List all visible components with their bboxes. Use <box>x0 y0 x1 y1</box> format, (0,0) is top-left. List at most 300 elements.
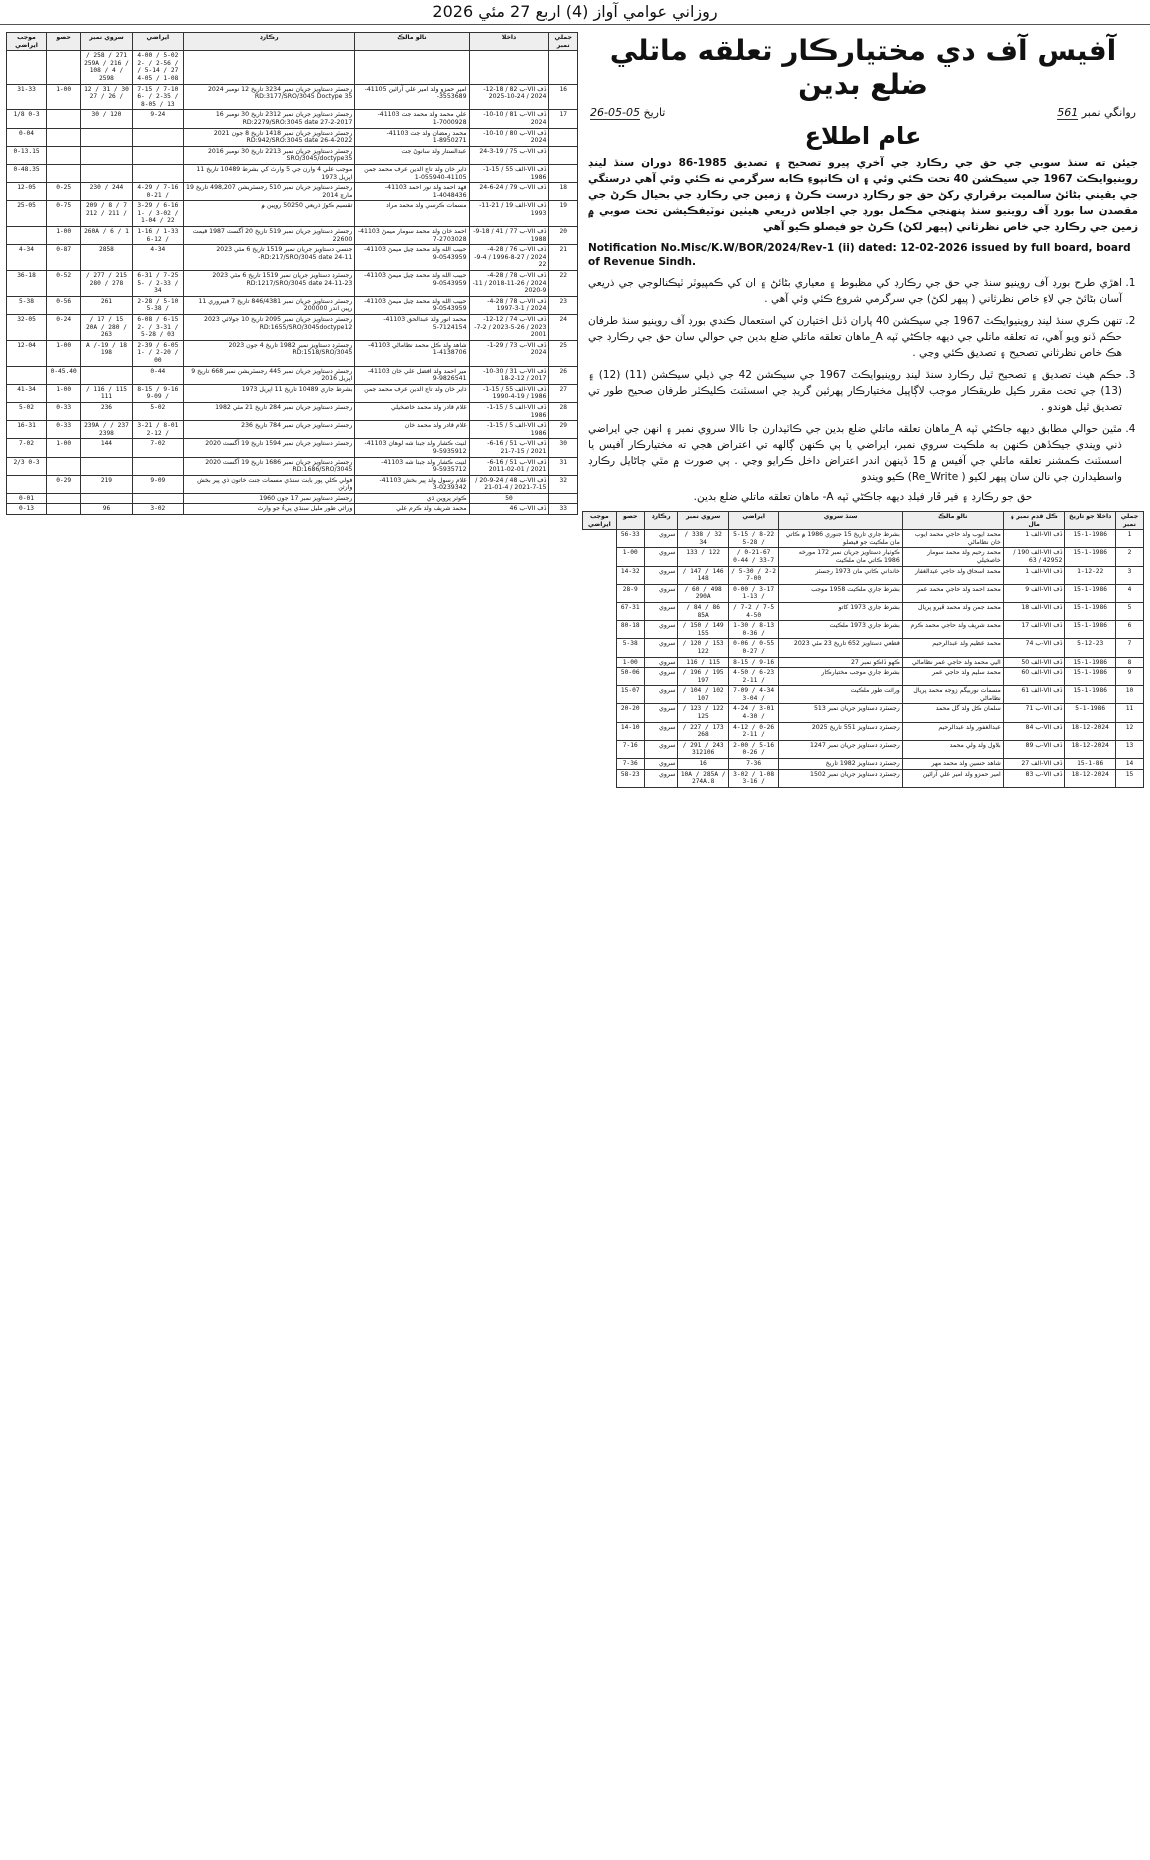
notice-points <box>582 275 1144 485</box>
cell-owner-name: غلام رسول ولد پير بخش 41103-0239342-3 <box>355 475 469 493</box>
cell-serial: 30 <box>549 439 578 457</box>
cell-owner-name: غلام قادر ولد محمد خان <box>355 421 469 439</box>
right-record-table <box>582 511 1144 788</box>
cell-share <box>47 51 81 84</box>
cell-area: 3-02 <box>132 504 183 515</box>
cell-owner-name: مسمات نوربيگم زوجه محمد پريال نظاماڻي <box>902 686 1003 704</box>
cell-share: 1-00 <box>47 439 81 457</box>
table-row <box>583 657 1144 668</box>
cell-survey-number: 149 / 150 / 155 <box>678 621 728 639</box>
cell-share <box>47 164 81 182</box>
cell-area <box>132 146 183 164</box>
cell-record-source: وراثت طور ملڪيت <box>779 686 902 704</box>
cell-record-source: بشرط جاري موجب مختيارڪار <box>779 668 902 686</box>
cell-survey-number: 498 / 60 / 290A <box>678 584 728 602</box>
cell-total-area <box>7 227 47 245</box>
cell-record-source: رجسٽر دستاويز جريان نمبر 846/4381 تاريخ 7 فيبروري 11 رپين اندر 200000 <box>184 296 355 314</box>
cell-survey-number: 16 <box>678 759 728 770</box>
cell-share: 0-52 <box>47 271 81 297</box>
cell-ledger-ref: ڏف VII-ب 71 <box>1003 704 1065 722</box>
cell-record-source: رجسٽر دستاويز جريان نمبر 445 رجسٽريشن نمبر 668 تاريخ 9 اپريل 2016 <box>184 366 355 384</box>
cell-owner-name: محمد شريف ولد ڪرم علي <box>355 504 469 515</box>
cell-serial: 13 <box>1115 740 1143 758</box>
cell-owner-name: ڪوثر پروين ڌي <box>355 493 469 504</box>
cell-total-area: 5-38 <box>7 296 47 314</box>
cell-ledger-ref: ڏف VII-ب 74 <box>1003 639 1065 657</box>
cell-total-area <box>7 51 47 84</box>
cell-serial: 17 <box>549 110 578 128</box>
cell-survey-number: 261 <box>81 296 132 314</box>
cell-area: 4-34 <box>132 245 183 271</box>
table-row <box>583 740 1144 758</box>
cell-serial: 14 <box>1115 759 1143 770</box>
cell-entry-date: 15-1-1986 <box>1065 668 1115 686</box>
cell-entry-ref: ڏف VII-ب 51 / 16-6-2021 / 01-02-2011 <box>469 457 549 475</box>
cell-serial: 1 <box>1115 530 1143 548</box>
cell-total-area: 32-05 <box>7 315 47 341</box>
cell-record: سروي <box>644 722 678 740</box>
cell-serial <box>549 164 578 182</box>
cell-area: 6-16 / 3-29 / 3-02 / 1-22 / 1-04 <box>132 201 183 227</box>
table-row <box>583 530 1144 548</box>
column-header-ledger-ref: ڪل قدم نمبر ۽ مال <box>1003 512 1065 530</box>
cell-serial: 2 <box>1115 548 1143 566</box>
cell-survey-number: 96 <box>81 504 132 515</box>
cell-area: 9-09 <box>132 475 183 493</box>
cell-survey-number <box>81 493 132 504</box>
column-header-area: ايراضي <box>728 512 778 530</box>
table-row <box>7 128 578 146</box>
cell-ledger-ref: ڏف VII-ب 89 <box>1003 740 1065 758</box>
cell-survey-number: 243 / 291 / 312106 <box>678 740 728 758</box>
table-row <box>7 384 578 402</box>
cell-share <box>47 146 81 164</box>
cell-share: 1-00 <box>616 548 644 566</box>
cell-survey-number: 173 / 227 / 268 <box>678 722 728 740</box>
cell-entry-ref: ڏف VII-ب 51 / 16-6-2021 / 15-7-21 <box>469 439 549 457</box>
cell-area: 5-16 / 2-00 / 0-26 <box>728 740 778 758</box>
cell-serial: 27 <box>549 384 578 402</box>
cell-area: 6-23 / 4-50 / 2-11 <box>728 668 778 686</box>
cell-owner-name: مسمات ڪرسي ولد محمد مراد <box>355 201 469 227</box>
cell-total-area: 31-33 <box>7 84 47 110</box>
cell-record: سروي <box>644 530 678 548</box>
cell-record-source: رجسٽر دستاويز جريان نمبر 1686 تاريخ 19 آگسٽ 2020 RD:1686/SRO/3045 <box>184 457 355 475</box>
continuation-column <box>6 32 578 1852</box>
table-row <box>583 584 1144 602</box>
cell-serial: 10 <box>1115 686 1143 704</box>
table-row <box>583 602 1144 620</box>
cell-ledger-ref: ڏف VII-الف 27 <box>1003 759 1065 770</box>
cell-entry-ref: ڏف VII-الف 5 / 15-1-1986 <box>469 421 549 439</box>
masthead-text: روزاني عوامي آواز (4) اربع 27 مئي 2026 <box>432 2 718 21</box>
column-header-serial: جملي نمبر <box>1115 512 1143 530</box>
cell-serial: 11 <box>1115 704 1143 722</box>
table-row <box>7 366 578 384</box>
cell-share <box>47 128 81 146</box>
cell-area: 0-26 / 4-12 / 2-11 <box>728 722 778 740</box>
table-row <box>583 704 1144 722</box>
table-row <box>583 621 1144 639</box>
cell-record-source: رجسٽرڊ دستاويز 1982 تاريخ <box>779 759 902 770</box>
cell-record-source: بشرط جاري ملڪيت 1958 موجب <box>779 584 902 602</box>
column-header-entry-date: داخلا جو تاريخ <box>1065 512 1115 530</box>
cell-share: 0-29 <box>47 475 81 493</box>
cell-share: 56-33 <box>616 530 644 548</box>
cell-share: 7-36 <box>616 759 644 770</box>
cell-survey-number: 1 / 260A / 6 <box>81 227 132 245</box>
table-row <box>583 759 1144 770</box>
cell-survey-number: 10A / 285A / 274A.8 <box>678 769 728 787</box>
column-header-record-source: سنڌ سروي <box>779 512 902 530</box>
table-row <box>7 84 578 110</box>
cell-survey-number: 271 / 258 / 259A / 216 / 108 / 4 / 2598 <box>81 51 132 84</box>
notice-closing: حق جو رڪارڊ ۽ فير ڦار فيلڊ ديهه جاڪڻي ٽپه A- ماهان تعلقه ماتلي ضلع بدين. <box>693 491 1033 503</box>
cell-share: 0-25 <box>47 183 81 201</box>
cell-owner-name: حبيب الله ولد محمد چيل ميمڻ 41103-0543959-9 <box>355 271 469 297</box>
cell-record-source: رجسٽرڊ دستاويز جريان نمبر 513 <box>779 704 902 722</box>
cell-entry-ref: ڏف VII-ب 79 / 24-6-24 <box>469 183 549 201</box>
cell-entry-ref: ڏف VII-ب 80 / 10-10-2024 <box>469 128 549 146</box>
cell-serial: 12 <box>1115 722 1143 740</box>
cell-record: سروي <box>644 668 678 686</box>
cell-serial: 28 <box>549 402 578 420</box>
table-row <box>7 457 578 475</box>
table-row <box>7 475 578 493</box>
cell-record-source: رجسٽر دستاويز جريان نمبر 519 تاريخ 20 آگسٽ 1987 قيمت 22600 <box>184 227 355 245</box>
cell-survey-number: 219 <box>81 475 132 493</box>
cell-serial <box>549 51 578 84</box>
cell-owner-name: عبدالغفور ولد عبدالرحيم <box>902 722 1003 740</box>
cell-record-source: ڪهو ڏاڪو نمبر 27 <box>779 657 902 668</box>
cell-serial: 5 <box>1115 602 1143 620</box>
cell-share: 0-24 <box>47 315 81 341</box>
cell-entry-ref: ڏف VII-ب 46 <box>469 504 549 515</box>
cell-record-source: رجسٽرڊ دستاويز نمبر 1982 تاريخ 4 جون 2023 RD:1518/SRO/3045 <box>184 340 355 366</box>
cell-share: 1-00 <box>47 84 81 110</box>
cell-record-source: قطعي دستاويز 652 تاريخ 23 مئي 2023 <box>779 639 902 657</box>
cell-share: 14-10 <box>616 722 644 740</box>
column-header-entry-ref: داخلا <box>469 33 549 51</box>
table-row <box>7 201 578 227</box>
cell-survey-number: 215 / 277 / 278 / 280 <box>81 271 132 297</box>
cell-survey-number: 15 / 17 / 20A / 280 / 263 <box>81 315 132 341</box>
cell-owner-name: سلمان ڪل ولد گل محمد <box>902 704 1003 722</box>
cell-entry-date: 18-12-2024 <box>1065 769 1115 787</box>
right-table-body <box>583 530 1144 788</box>
table-row <box>583 722 1144 740</box>
cell-owner-name: حبيب الله ولد محمد چيل ميمڻ 41103-0543959-9 <box>355 296 469 314</box>
cell-total-area: 0-3 1/8 <box>7 110 47 128</box>
cell-survey-number: 120 / 30 <box>81 110 132 128</box>
cell-record-source: بشرط جاري 1973 ملڪيت <box>779 621 902 639</box>
cell-serial: 6 <box>1115 621 1143 639</box>
cell-total-area: 4-34 <box>7 245 47 271</box>
table-row <box>7 504 578 515</box>
cell-entry-ref: ڏف VII-ب 48 / 24-9-20 / 15-7-2021 / 4-01-21 <box>469 475 549 493</box>
table-row <box>7 493 578 504</box>
cell-owner-name: محمد رحيم ولد محمد سومار خاصخيلي <box>902 548 1003 566</box>
cell-area <box>132 128 183 146</box>
cell-area: 8-01 / 3-21 / 2-12 <box>132 421 183 439</box>
cell-owner-name: اليي محمد ولد حاجي عمر نظاماڻي <box>902 657 1003 668</box>
cell-survey-number: 7 / 8 / 209 / 211 / 212 <box>81 201 132 227</box>
cell-share: 0-45.40 <box>47 366 81 384</box>
cell-survey-number <box>81 146 132 164</box>
cell-record-source: رجسٽر دستاويز جريان نمبر 2095 تاريخ 10 جولائي 2023 RD:1655/SRO/3045doctype12 <box>184 315 355 341</box>
table-row <box>7 51 578 84</box>
notice-point: 1. اهڙي طرح بورڊ آف روينيو سنڌ جي حق جي رڪارڊ کي مظبوط ۽ معياري بڻائڻ ۽ ان کي ڪمپيوٽر ٽيڪنالوجي جي ذريعي آسان بڻائڻ جي لاءِ خاص نظرثاني ( پيهر لکڻ) جي سرگرمي شروع ڪئي وئي آهي . <box>588 275 1122 307</box>
cell-record-source: رجسٽرڊ دستاويز جريان نمبر 1502 <box>779 769 902 787</box>
cell-survey-number: 144 <box>81 439 132 457</box>
notice-subtitle: عام اطلاع <box>804 122 922 150</box>
cell-owner-name: احمد خان ولد محمد سومار ميمڻ 41103-2703028-7 <box>355 227 469 245</box>
table-row <box>7 245 578 271</box>
cell-serial: 7 <box>1115 639 1143 657</box>
cell-owner-name: مير احمد ولد افضل علي خان 41103-9826541-9 <box>355 366 469 384</box>
column-header-total-area: موجب ايراضي <box>583 512 617 530</box>
cell-area: 0-44 <box>132 366 183 384</box>
cell-record: سروي <box>644 584 678 602</box>
cell-record-source: فولي ڪلي پور بابت سنڌي مسمات جنت خاتون ذي پير بخش وارثن <box>184 475 355 493</box>
cell-record-source: رجسٽر دستاويز جريان نمبر 3234 تاريخ 12 نومبر 2024 RD:3177/SRO/3045 Doctype 35 <box>184 84 355 110</box>
cell-area: 2-2 / 5-30 / 7-00 <box>728 566 778 584</box>
notice-point: 3. حڪم هيٺ تصديق ۽ تصحيح ٿيل رڪارڊ سنڌ لينڊ روينيوايڪٽ 1967 جي سيڪشن 42 جي ذيلي سيڪشن (11) (12) ۽ (13) جي تحت مقرر ڪيل طريقڪار موجب لاڳاپيل مختيارڪار پهرئين گريڊ جي اسسٽنٽ ڪليڪٽر طرفان صحيح طور تي تصديق ٿيل هوندو . <box>588 367 1122 415</box>
cell-ledger-ref: ڏف VII-ب 84 <box>1003 722 1065 740</box>
cell-entry-ref: ڏف VII-الف 5 / 15-1-1986 <box>469 402 549 420</box>
cell-total-area: 0-48.35 <box>7 164 47 182</box>
cell-area: 5-10 / 2-28 / 5-38 <box>132 296 183 314</box>
notice-meta <box>582 106 1144 119</box>
cell-record-source: رجسٽر دستاويز جريان نمبر 1418 تاريخ 8 جون 2021 RD:942/SRO:3045 date 26-4-2022 <box>184 128 355 146</box>
cell-survey-number: 195 / 196 / 197 <box>678 668 728 686</box>
ref-value: 561 <box>1057 106 1079 119</box>
cell-entry-ref: ڏف VII-ب 78 / 28-4-2024 / 1-3-1997 <box>469 296 549 314</box>
cell-area: 1-08 / 3-02 / 3-16 <box>728 769 778 787</box>
left-record-table <box>6 32 578 515</box>
notice-point: 4. مٿين حوالي مطابق ديهه جاڪڻي ٽپه A_ماهان تعلقه ماتلي ضلع بدين جي ڪاٽيدارن جا ناالا سروي نمبر ۽ انهن جي ايراضي ذني ويندي جيڪڏهن ڪنهن به ملڪيت سروي نمبر، ايراضي يا ٻي ڪنهن ڳالهه تي اعتراض هجي ته مختيارڪار آفيس يا اسسٽنٽ ڪمشنر تعلقه ماتلي جي آفيس ۾ 15 ڏينهن اندر اعتراض داخل ڪرايو وڃي . ٻي صورت ۾ مٿي ڄاڻايل رڪارڊ واسطيدارن جي نالن سان پيهر لکيو ( Re_Write) ڪيو ويندو <box>588 421 1122 485</box>
cell-area <box>132 457 183 475</box>
cell-record-source: رجسٽرڊ دستاويز جريان نمبر 1519 تاريخ 6 مئي 2023 RD:1217/SRO/3045 date 24-11-23 <box>184 271 355 297</box>
cell-entry-ref: ڏف VII-ب 78 / 28-4-2024 / 26-11-2018 / 11-9-2020 <box>469 271 549 297</box>
cell-survey-number: 86 / 84 / 85A <box>678 602 728 620</box>
cell-serial: 15 <box>1115 769 1143 787</box>
table-row <box>7 340 578 366</box>
cell-entry-ref: ڏف VII-ب 77 / 41 / 18-9-1988 <box>469 227 549 245</box>
cell-survey-number: 236 <box>81 402 132 420</box>
cell-record-source: بشرط جاري 10489 تاريخ 11 اپريل 1973 <box>184 384 355 402</box>
cell-record-source: جنسي دستاويز جريان نمبر 1519 تاريخ 6 مئي 2023 RD:217/SRO/3045 date 24-11- <box>184 245 355 271</box>
cell-owner-name: لنيت ڪشار ولد جبنا شه 41103-5935712-9 <box>355 457 469 475</box>
cell-owner-name: ذاير خان ولد تاج الدين عرف محمد جمن 41105-055940-1 <box>355 164 469 182</box>
cell-serial: 33 <box>549 504 578 515</box>
cell-owner-name: شاهد حسين ولد محمد مهر <box>902 759 1003 770</box>
cell-owner-name: محمد عظيم ولد عبدالرحيم <box>902 639 1003 657</box>
cell-record: سروي <box>644 548 678 566</box>
cell-ledger-ref: ڏف VII-الف 61 <box>1003 686 1065 704</box>
cell-serial: 19 <box>549 201 578 227</box>
cell-area: 6-15 / 6-08 / 3-31 / 2-03 / 5-28 <box>132 315 183 341</box>
cell-ledger-ref: ڏف VII-الف 50 <box>1003 657 1065 668</box>
table-row <box>583 668 1144 686</box>
cell-total-area: 0-01 <box>7 493 47 504</box>
column-header-record: رڪارڊ <box>644 512 678 530</box>
cell-area: 0-55 / 0-06 / 0-27 <box>728 639 778 657</box>
cell-record-source: رجسٽر دستاويز جريان نمبر 510 رجسٽريشن 498,207 تاريخ 19 مارچ 2014 <box>184 183 355 201</box>
cell-serial: 4 <box>1115 584 1143 602</box>
cell-share <box>47 504 81 515</box>
cell-owner-name: محمد رمضان ولد جت 41103-8950271-1 <box>355 128 469 146</box>
date-label: تاريخ <box>643 106 666 119</box>
cell-entry-ref: ڏف VII-الف 55 / 15-1-1986 <box>469 164 549 182</box>
cell-entry-date: 18-12-2024 <box>1065 740 1115 758</box>
cell-entry-ref: ڏف VII-ب 81 / 10-10-2024 <box>469 110 549 128</box>
cell-entry-date: 15-1-1986 <box>1065 602 1115 620</box>
cell-record-source: رجسٽر دستاويز جريان نمبر 2312 تاريخ 30 نومبر 16 RD:2279/SRO:3045 date 27-2-2017 <box>184 110 355 128</box>
cell-owner-name: محمد ايوب ولد حاجي محمد ايوب خان نظاماڻي <box>902 530 1003 548</box>
table-row <box>7 183 578 201</box>
cell-ledger-ref: ڏف VII-الف 1 <box>1003 530 1065 548</box>
cell-total-area <box>7 475 47 493</box>
table-row <box>7 110 578 128</box>
cell-total-area: 7-02 <box>7 439 47 457</box>
cell-record-source: رجسٽر دستاويز جريان نمبر 1594 تاريخ 19 آگسٽ 2020 <box>184 439 355 457</box>
date-block <box>590 106 665 119</box>
cell-share: 80-18 <box>616 621 644 639</box>
cell-entry-date: 15-1-86 <box>1065 759 1115 770</box>
cell-entry-ref: ڏف VII-ب 76 / 28-4-2024 / 27-8-1996 / 4-9-22 <box>469 245 549 271</box>
cell-record: سروي <box>644 769 678 787</box>
cell-share <box>47 457 81 475</box>
cell-total-area: 36-18 <box>7 271 47 297</box>
table-row <box>583 548 1144 566</box>
cell-area: 8-13 / 1-30 / 0-36 <box>728 621 778 639</box>
cell-owner-name: بلاول ولد ولي محمد <box>902 740 1003 758</box>
date-value: 05-05-26 <box>590 106 640 119</box>
cell-owner-name: غلام قادر ولد محمد خاصخيلي <box>355 402 469 420</box>
cell-survey-number: 18 / 19-A / 198 <box>81 340 132 366</box>
column-header-owner-name: نالو مالڪ <box>355 33 469 51</box>
cell-owner-name: فهد احمد ولد نور احمد 41103-4048436-1 <box>355 183 469 201</box>
cell-record-source: موجب علي 4 وارن جي 5 وارث کي بشرط 10489 تاريخ 11 اپريل 1973 <box>184 164 355 182</box>
cell-owner-name: محمد اسحاق ولد حاجي عبدالغفار <box>902 566 1003 584</box>
cell-share: 0-33 <box>47 402 81 420</box>
cell-share: 0-56 <box>47 296 81 314</box>
cell-survey-number: 30 / 31 / 12 / 26 / 27 <box>81 84 132 110</box>
cell-entry-ref: ڏف VII-ب 75 / 19-3-24 <box>469 146 549 164</box>
cell-share: 1-00 <box>616 657 644 668</box>
table-row <box>7 164 578 182</box>
cell-area: 9-16 / 8-15 <box>728 657 778 668</box>
ref-label: روانگي نمبر <box>1081 106 1136 119</box>
cell-serial: 9 <box>1115 668 1143 686</box>
cell-area: 7-25 / 6-31 / 2-33 / 5-34 <box>132 271 183 297</box>
cell-record: سروي <box>644 602 678 620</box>
cell-ledger-ref: ڏف VII-الف 190 / 42952 / 63 <box>1003 548 1065 566</box>
cell-total-area: 16-31 <box>7 421 47 439</box>
table-row <box>583 566 1144 584</box>
cell-record-source: رجسٽر دستاويز جريان نمبر 2213 تاريخ 30 نومبر 2016 SRO/3045/doctype35 <box>184 146 355 164</box>
cell-total-area: 0-13 <box>7 504 47 515</box>
cell-entry-date: 15-1-1986 <box>1065 530 1115 548</box>
cell-area: 6-05 / 2-39 / 2-20 / 1-00 <box>132 340 183 366</box>
cell-total-area: 25-05 <box>7 201 47 227</box>
cell-owner-name: حبيب الله ولد محمد چيل ميمڻ 41103-0543959-9 <box>355 245 469 271</box>
cell-owner-name: عبدالستار ولد سانوڻ جت <box>355 146 469 164</box>
cell-record-source: بشرط جاري 1973 کاتو <box>779 602 902 620</box>
cell-share: 20-20 <box>616 704 644 722</box>
cell-serial: 24 <box>549 315 578 341</box>
cell-serial: 21 <box>549 245 578 271</box>
cell-survey-number: 2858 <box>81 245 132 271</box>
table-row <box>7 296 578 314</box>
cell-total-area: 0-04 <box>7 128 47 146</box>
cell-share: 0-87 <box>47 245 81 271</box>
cell-record-source: رجسٽر دستاويز جريان نمبر 284 تاريخ 21 مئي 1982 <box>184 402 355 420</box>
cell-share: 14-32 <box>616 566 644 584</box>
cell-share: 0-75 <box>47 201 81 227</box>
ref-block <box>1057 106 1136 119</box>
cell-share: 67-31 <box>616 602 644 620</box>
cell-record-source: وراثي طور مليل سنڌي پيءُ جو وارث <box>184 504 355 515</box>
table-row <box>7 271 578 297</box>
column-header-survey-number: سروي نمبر <box>81 33 132 51</box>
cell-record: سروي <box>644 759 678 770</box>
cell-owner-name: محمد احمد ولد حاجي محمد عمر <box>902 584 1003 602</box>
cell-share: 50-06 <box>616 668 644 686</box>
cell-survey-number: 102 / 104 / 107 <box>678 686 728 704</box>
cell-entry-date: 18-12-2024 <box>1065 722 1115 740</box>
cell-survey-number <box>81 457 132 475</box>
cell-record: سروي <box>644 704 678 722</box>
cell-record-source: رجسٽرڊ دستاويز جريان نمبر 1247 <box>779 740 902 758</box>
column-header-total-area: موجب ايراضي <box>7 33 47 51</box>
cell-area: 5-02 / 4-00 / 2-56 / 2-27 / 5-14 / 1-08 / 4-05 <box>132 51 183 84</box>
cell-survey-number: 122 / 123 / 125 <box>678 704 728 722</box>
cell-entry-date: 15-1-1986 <box>1065 584 1115 602</box>
cell-record: سروي <box>644 639 678 657</box>
newspaper-masthead <box>0 0 1150 25</box>
cell-share <box>47 110 81 128</box>
cell-record-source: رجسٽر دستاويز نمبر 17 جون 1960 <box>184 493 355 504</box>
cell-share: 28-9 <box>616 584 644 602</box>
cell-entry-ref: ڏف VII-الف 55 / 15-1-1986 / 19-4-1990 <box>469 384 549 402</box>
cell-area: 5-02 <box>132 402 183 420</box>
cell-entry-date: 15-1-1986 <box>1065 686 1115 704</box>
cell-entry-date: 5-1-1986 <box>1065 704 1115 722</box>
cell-entry-date: 5-12-23 <box>1065 639 1115 657</box>
cell-survey-number <box>81 164 132 182</box>
column-header-serial: جملي نمبر <box>549 33 578 51</box>
cell-area: 0-21-67 / 33-7 / 0-44 <box>728 548 778 566</box>
cell-record-source <box>184 51 355 84</box>
left-table-body <box>7 51 578 515</box>
cell-ledger-ref: ڏف VII-الف 1 <box>1003 566 1065 584</box>
cell-record-source: رجسٽر دستاويز جريان نمبر 784 تاريخ 236 <box>184 421 355 439</box>
cell-entry-date: 15-1-1986 <box>1065 548 1115 566</box>
cell-area: 3-17 / 0-00 / 1-13 <box>728 584 778 602</box>
cell-survey-number: 244 / 230 <box>81 183 132 201</box>
cell-survey-number: 153 / 120 / 122 <box>678 639 728 657</box>
cell-serial: 32 <box>549 475 578 493</box>
cell-survey-number: 146 / 147 / 148 <box>678 566 728 584</box>
cell-ledger-ref: ڏف VII-الف 60 <box>1003 668 1065 686</box>
cell-area: 4-34 / 7-09 / 3-04 <box>728 686 778 704</box>
cell-serial: 18 <box>549 183 578 201</box>
cell-share: 5-38 <box>616 639 644 657</box>
cell-total-area: 0-13.15 <box>7 146 47 164</box>
cell-area: 9-16 / 8-15 / 9-09 <box>132 384 183 402</box>
